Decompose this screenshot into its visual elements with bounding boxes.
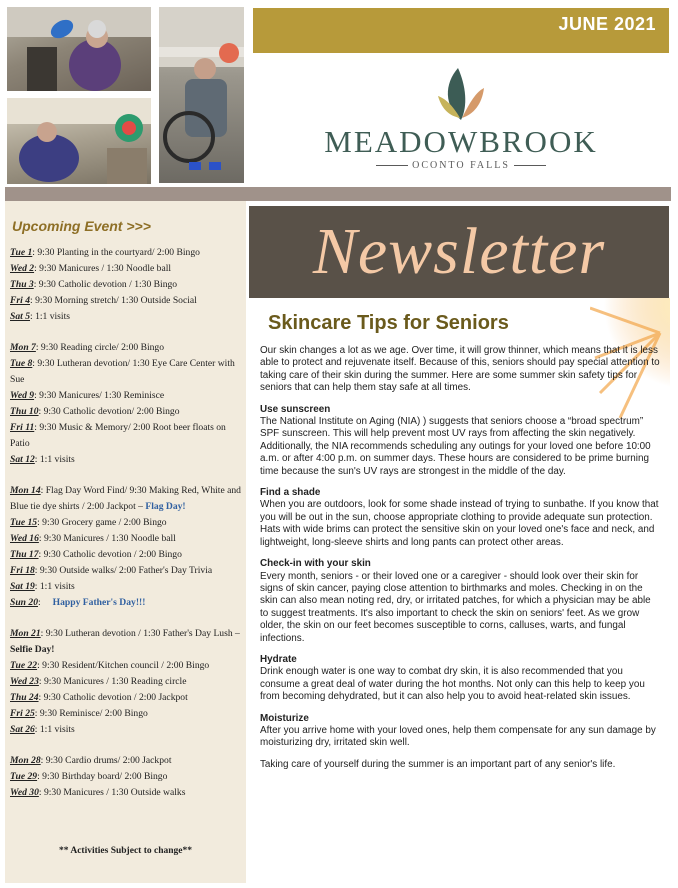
section-heading: Hydrate — [260, 653, 297, 665]
event-text: : 9:30 Music & Memory/ 2:00 Root beer floats on Patio — [10, 422, 226, 449]
event-item — [10, 579, 244, 595]
logo-wordmark: MEADOWBROOK — [324, 124, 598, 159]
event-item — [10, 674, 244, 690]
photo-resident-beach-ball-art — [7, 98, 151, 184]
event-item — [10, 261, 244, 277]
section-heading: Moisturize — [260, 712, 309, 724]
event-text: : 9:30 Outside walks/ 2:00 Father's Day Trivia — [34, 565, 213, 576]
event-date: Sat 5 — [10, 311, 30, 322]
event-date: Sat 26 — [10, 724, 35, 735]
event-item — [10, 769, 244, 785]
event-date: Thu 3 — [10, 279, 34, 290]
event-item — [10, 563, 244, 579]
event-text: : 9:30 Resident/Kitchen council / 2:00 Bingo — [37, 660, 210, 671]
event-date: Fri 25 — [10, 708, 35, 719]
event-date: Tue 29 — [10, 771, 38, 782]
event-item — [10, 785, 244, 801]
event-item — [10, 356, 244, 388]
event-date: Fri 18 — [10, 565, 35, 576]
event-date: Sat 19 — [10, 581, 35, 592]
section-paragraph: Drink enough water is one way to combat dry skin, it is also recommended that you consume a great deal of water during the hot months. Not only can this help to keep you from becoming dehydrated, but it can also help you to avoid heat-related skin issues. — [260, 666, 645, 703]
event-text: : 1:1 visits — [34, 454, 75, 465]
event-item — [10, 722, 244, 738]
event-text: : Flag Day Word Find/ 9:30 Making Red, White and Blue tie dye shirts / 2:00 Jackpot – — [10, 485, 241, 512]
event-item — [10, 293, 244, 309]
logo-rule-right — [514, 165, 546, 166]
event-text: : 9:30 Grocery game / 2:00 Bingo — [37, 517, 167, 528]
event-text: : 9:30 Planting in the courtyard/ 2:00 Bingo — [32, 247, 200, 258]
event-text: : 9:30 Manicures / 1:30 Reading circle — [38, 676, 187, 687]
event-date: Wed 9 — [10, 390, 35, 401]
event-text: : 1:1 visits — [34, 724, 75, 735]
event-text: : 9:30 Manicures/ 1:30 Reminisce — [34, 390, 165, 401]
event-text: : — [38, 597, 41, 608]
event-date: Sun 20 — [10, 597, 38, 608]
event-item — [10, 595, 244, 611]
section-paragraph: The National Institute on Aging (NIA) ) suggests that seniors choose a “broad spectrum” SPF sunscreen. This will help prevent most UV rays from affecting the skin negatively. — [260, 416, 644, 440]
event-item — [10, 626, 244, 658]
event-item — [10, 388, 244, 404]
event-item — [10, 420, 244, 452]
event-text: : 9:30 Catholic devotion / 2:00 Bingo — [38, 549, 182, 560]
event-date: Tue 15 — [10, 517, 38, 528]
event-text: : 9:30 Manicures / 1:30 Noodle ball — [38, 533, 176, 544]
event-text: : 9:30 Birthday board/ 2:00 Bingo — [37, 771, 168, 782]
newsletter-banner-title: Newsletter — [312, 215, 606, 288]
event-date: Wed 30 — [10, 787, 39, 798]
event-date: Mon 21 — [10, 628, 41, 639]
header-divider-bar — [5, 187, 671, 201]
event-text: : 9:30 Cardio drums/ 2:00 Jackpot — [40, 755, 172, 766]
event-date: Tue 1 — [10, 247, 33, 258]
event-item — [10, 309, 244, 325]
event-text: : 9:30 Lutheran devotion/ 1:30 Eye Care Center with Sue — [10, 358, 235, 385]
event-date: Sat 12 — [10, 454, 35, 465]
event-date: Fri 11 — [10, 422, 35, 433]
event-text: : 9:30 Manicures / 1:30 Outside walks — [38, 787, 186, 798]
event-date: Wed 16 — [10, 533, 39, 544]
article-intro: Our skin changes a lot as we age. Over time, it will grow thinner, which means that it is less able to protect and rejuvenate itself. Because of this, seniors should pay special attention to taking care of their skin during the summer. Here are some summer skin safety tips for seniors that can help them stay safe at all times. — [260, 345, 660, 394]
event-date: Tue 8 — [10, 358, 33, 369]
logo-location-text: OCONTO FALLS — [412, 160, 510, 171]
section-heading: Use sunscreen — [260, 403, 331, 415]
event-item — [10, 753, 244, 769]
event-item — [10, 245, 244, 261]
event-highlight: Flag Day! — [145, 501, 186, 512]
event-highlight: Happy Father's Day!!! — [40, 597, 146, 608]
event-text: : 9:30 Reminisce/ 2:00 Bingo — [34, 708, 148, 719]
event-item — [10, 658, 244, 674]
logo-rule-left — [376, 165, 408, 166]
event-date: Mon 7 — [10, 342, 36, 353]
section-paragraph: Every month, seniors - or their loved one or a caregiver - should look over their skin for signs of skin cancer, paying close attention to birthmarks and moles. Checking in on the skin can also mean noting red, dry, or irritated patches, for which a physician may be able to suggest treatments. It's also important to check the skin on seniors' feet. As we grow older, the skin on our feet becomes susceptible to corns, calluses, warts, and fungal infections. — [260, 570, 651, 644]
event-date: Fri 4 — [10, 295, 30, 306]
event-item — [10, 404, 244, 420]
section-paragraph: Additionally, the NIA recommends scheduling any outings for your loved one before 10:00 a.m. or after 4:00 p.m. on summer days. These hours are considered to be prime burning time because the sun's UV rays are strongest in the middle of the day. — [260, 440, 651, 477]
event-date: Mon 28 — [10, 755, 41, 766]
event-text: : 1:1 visits — [30, 311, 70, 322]
event-date: Thu 17 — [10, 549, 39, 560]
event-date: Wed 23 — [10, 676, 39, 687]
event-item — [10, 690, 244, 706]
event-date: Tue 22 — [10, 660, 38, 671]
event-item — [10, 531, 244, 547]
section-paragraph: After you arrive home with your loved ones, help them compensate for any sun damage by moisturizing dry, irritated skin well. — [260, 724, 656, 749]
event-item — [10, 340, 244, 356]
event-item — [10, 515, 244, 531]
logo-location — [253, 160, 669, 171]
event-date: Thu 24 — [10, 692, 39, 703]
meadowbrook-leaf-logo-icon — [436, 62, 486, 124]
event-text: : 9:30 Catholic devotion / 2:00 Jackpot — [38, 692, 188, 703]
section-heading: Find a shade — [260, 487, 321, 499]
photo-resident-wheelchair-art — [159, 7, 244, 183]
section-paragraph: When you are outdoors, look for some shade instead of trying to sunbathe. If you know that you will be out in the sun, choose appropriate clothing to provide adequate sun protection. Hats with wide brims can protect the sensitive skin on your loved one's face and neck, and lightweight, long-sleeve shirts and long pants can protect other areas. — [260, 499, 659, 548]
event-item — [10, 452, 244, 468]
event-date: Thu 10 — [10, 406, 39, 417]
article-title: Skincare Tips for Seniors — [268, 312, 509, 334]
event-item — [10, 277, 244, 293]
event-date: Wed 2 — [10, 263, 35, 274]
section-heading: Check-in with your skin — [260, 558, 371, 570]
issue-month: JUNE 2021 — [558, 14, 656, 34]
photo-resident-wheelchair — [157, 5, 246, 185]
event-text: : 9:30 Morning stretch/ 1:30 Outside Social — [30, 295, 197, 306]
article-closing: Taking care of yourself during the summer is an important part of any senior's life. — [260, 758, 616, 770]
photo-resident-balloon-game-art — [7, 7, 151, 91]
event-highlight: Selfie Day! — [10, 644, 55, 655]
event-text: : 9:30 Lutheran devotion / 1:30 Father's Day Lush – — [40, 628, 240, 639]
event-text: : 9:30 Catholic devotion/ 2:00 Bingo — [38, 406, 180, 417]
event-item — [10, 547, 244, 563]
event-item — [10, 706, 244, 722]
photo-resident-balloon-game — [5, 5, 153, 93]
article-body — [260, 345, 660, 780]
event-text: : 1:1 visits — [34, 581, 75, 592]
activities-disclaimer: ** Activities Subject to change** — [59, 846, 192, 856]
event-text: : 9:30 Catholic devotion / 1:30 Bingo — [33, 279, 178, 290]
events-list — [10, 245, 244, 801]
event-date: Mon 14 — [10, 485, 41, 496]
event-text: : 9:30 Reading circle/ 2:00 Bingo — [35, 342, 165, 353]
event-item — [10, 483, 244, 515]
upcoming-events-title: Upcoming Event >>> — [12, 218, 151, 234]
photo-resident-beach-ball — [5, 96, 153, 186]
event-text: : 9:30 Manicures / 1:30 Noodle ball — [34, 263, 172, 274]
